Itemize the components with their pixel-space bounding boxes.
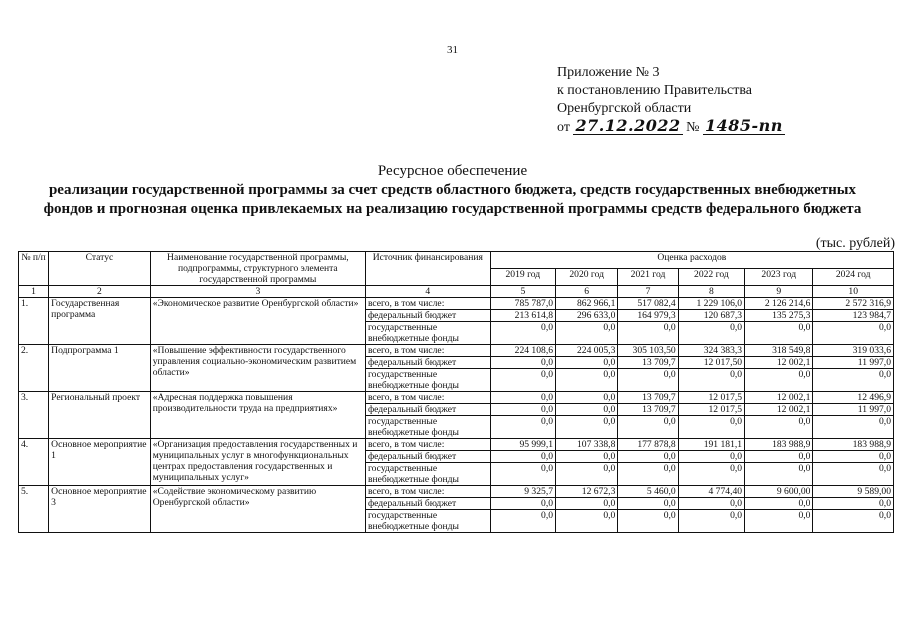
expense-value: 296 633,0 [556, 310, 618, 322]
expense-value: 0,0 [678, 463, 744, 486]
expense-value: 183 988,9 [745, 439, 813, 451]
expense-value: 0,0 [490, 451, 555, 463]
expense-value: 107 338,8 [556, 439, 618, 451]
expense-value: 120 687,3 [678, 310, 744, 322]
resource-table [18, 251, 894, 533]
expense-value: 1 229 106,0 [678, 298, 744, 310]
row-status: Региональный проект [49, 392, 151, 439]
column-number: 5 [490, 286, 555, 298]
appendix-line-2: к постановлению Правительства [557, 83, 753, 98]
expense-value: 0,0 [556, 498, 618, 510]
expense-value: 0,0 [618, 463, 678, 486]
expense-value: 0,0 [745, 416, 813, 439]
appendix-date-line [557, 118, 785, 137]
number-sign: № [686, 120, 700, 135]
header-num: № п/п [19, 252, 49, 286]
expense-value: 0,0 [556, 416, 618, 439]
expense-value: 224 005,3 [556, 345, 618, 357]
expense-value: 5 460,0 [618, 486, 678, 498]
expense-value: 0,0 [618, 369, 678, 392]
header-estimate: Оценка расходов [490, 252, 893, 269]
row-number: 3. [19, 392, 49, 439]
expense-value: 324 383,3 [678, 345, 744, 357]
table-row [19, 439, 894, 451]
expense-value: 0,0 [813, 498, 894, 510]
header-source: Источник финансирования [365, 252, 490, 286]
expense-value: 0,0 [813, 416, 894, 439]
expense-value: 12 002,1 [745, 404, 813, 416]
appendix-line-3: Оренбургской области [557, 101, 692, 116]
expense-value: 0,0 [678, 498, 744, 510]
table-row [19, 486, 894, 498]
document-title [0, 162, 905, 219]
expense-value: 0,0 [813, 451, 894, 463]
expense-value: 0,0 [618, 451, 678, 463]
header-year: 2022 год [678, 269, 744, 286]
expense-value: 0,0 [745, 451, 813, 463]
row-status: Подпрограмма 1 [49, 345, 151, 392]
column-number: 1 [19, 286, 49, 298]
expense-value: 9 600,00 [745, 486, 813, 498]
header-year: 2021 год [618, 269, 678, 286]
header-year: 2020 год [556, 269, 618, 286]
expense-value: 0,0 [618, 416, 678, 439]
expense-value: 13 709,7 [618, 357, 678, 369]
expense-value: 0,0 [745, 498, 813, 510]
funding-source: всего, в том числе: [365, 486, 490, 498]
expense-value: 0,0 [678, 510, 744, 533]
funding-source: государственные внебюджетные фонды [365, 510, 490, 533]
expense-value: 4 774,40 [678, 486, 744, 498]
expense-value: 12 017,50 [678, 357, 744, 369]
funding-source: всего, в том числе: [365, 345, 490, 357]
expense-value: 318 549,8 [745, 345, 813, 357]
funding-source: государственные внебюджетные фонды [365, 416, 490, 439]
expense-value: 0,0 [556, 369, 618, 392]
funding-source: федеральный бюджет [365, 404, 490, 416]
expense-value: 11 997,0 [813, 404, 894, 416]
table-row [19, 345, 894, 357]
column-number: 8 [678, 286, 744, 298]
funding-source: всего, в том числе: [365, 439, 490, 451]
funding-source: федеральный бюджет [365, 357, 490, 369]
expense-value: 95 999,1 [490, 439, 555, 451]
header-status: Статус [49, 252, 151, 286]
funding-source: всего, в том числе: [365, 298, 490, 310]
expense-value: 0,0 [556, 510, 618, 533]
column-number: 10 [813, 286, 894, 298]
expense-value: 0,0 [678, 369, 744, 392]
expense-value: 177 878,8 [618, 439, 678, 451]
expense-value: 183 988,9 [813, 439, 894, 451]
expense-value: 0,0 [678, 416, 744, 439]
expense-value: 13 709,7 [618, 392, 678, 404]
expense-value: 191 181,1 [678, 439, 744, 451]
funding-source: федеральный бюджет [365, 451, 490, 463]
expense-value: 12 017,5 [678, 392, 744, 404]
header-year: 2023 год [745, 269, 813, 286]
expense-value: 2 126 214,6 [745, 298, 813, 310]
expense-value: 12 496,9 [813, 392, 894, 404]
expense-value: 0,0 [556, 404, 618, 416]
expense-value: 0,0 [490, 404, 555, 416]
expense-value: 0,0 [618, 510, 678, 533]
units-label: (тыс. рублей) [815, 236, 895, 251]
expense-value: 0,0 [745, 322, 813, 345]
column-number: 9 [745, 286, 813, 298]
expense-value: 0,0 [556, 463, 618, 486]
expense-value: 12 017,5 [678, 404, 744, 416]
header-year: 2019 год [490, 269, 555, 286]
expense-value: 0,0 [745, 510, 813, 533]
expense-value: 213 614,8 [490, 310, 555, 322]
row-program-name: «Экономическое развитие Оренбургской области» [150, 298, 365, 345]
expense-value: 305 103,50 [618, 345, 678, 357]
expense-value: 0,0 [556, 451, 618, 463]
expense-value: 0,0 [813, 510, 894, 533]
expense-value: 9 325,7 [490, 486, 555, 498]
expense-value: 0,0 [490, 357, 555, 369]
expense-value: 0,0 [618, 322, 678, 345]
expense-value: 0,0 [678, 322, 744, 345]
row-program-name: «Повышение эффективности государственного управления социально-экономическим развитием области» [150, 345, 365, 392]
expense-value: 9 589,00 [813, 486, 894, 498]
title-line-2: реализации государственной программы за счет средств областного бюджета, средств государственных внебюджетных [48, 182, 857, 198]
expense-value: 12 672,3 [556, 486, 618, 498]
row-status: Государственная программа [49, 298, 151, 345]
appendix-block [557, 64, 785, 137]
table-row [19, 392, 894, 404]
expense-value: 164 979,3 [618, 310, 678, 322]
column-number: 3 [150, 286, 365, 298]
expense-value: 0,0 [490, 369, 555, 392]
appendix-from: от [557, 120, 570, 135]
expense-value: 0,0 [745, 463, 813, 486]
column-number: 4 [365, 286, 490, 298]
row-number: 1. [19, 298, 49, 345]
row-program-name: «Адресная поддержка повышения производительности труда на предприятиях» [150, 392, 365, 439]
expense-value: 862 966,1 [556, 298, 618, 310]
expense-value: 12 002,1 [745, 357, 813, 369]
title-line-1: Ресурсное обеспечение [377, 163, 528, 179]
expense-value: 2 572 316,9 [813, 298, 894, 310]
expense-value: 0,0 [556, 357, 618, 369]
title-line-3: фондов и прогнозная оценка привлекаемых на реализацию государственной программы средств федерального бюджета [43, 201, 862, 217]
handwritten-date: 27.12.2022 [575, 116, 681, 135]
column-number: 7 [618, 286, 678, 298]
expense-value: 0,0 [745, 369, 813, 392]
expense-value: 11 997,0 [813, 357, 894, 369]
expense-value: 13 709,7 [618, 404, 678, 416]
expense-value: 785 787,0 [490, 298, 555, 310]
expense-value: 0,0 [618, 498, 678, 510]
funding-source: государственные внебюджетные фонды [365, 322, 490, 345]
funding-source: федеральный бюджет [365, 310, 490, 322]
funding-source: государственные внебюджетные фонды [365, 463, 490, 486]
expense-value: 0,0 [490, 392, 555, 404]
expense-value: 224 108,6 [490, 345, 555, 357]
row-program-name: «Организация предоставления государственных и муниципальных услуг в многофункциональных центрах предоставления государственных и муниципальных услуг» [150, 439, 365, 486]
row-number: 4. [19, 439, 49, 486]
column-number: 2 [49, 286, 151, 298]
expense-value: 123 984,7 [813, 310, 894, 322]
handwritten-number: 1485-пп [705, 116, 783, 135]
expense-value: 0,0 [813, 463, 894, 486]
expense-value: 0,0 [490, 322, 555, 345]
expense-value: 0,0 [490, 463, 555, 486]
row-number: 2. [19, 345, 49, 392]
expense-value: 0,0 [556, 322, 618, 345]
expense-value: 0,0 [490, 416, 555, 439]
expense-value: 135 275,3 [745, 310, 813, 322]
expense-value: 517 082,4 [618, 298, 678, 310]
page-number: 31 [447, 44, 458, 56]
funding-source: государственные внебюджетные фонды [365, 369, 490, 392]
expense-value: 12 002,1 [745, 392, 813, 404]
expense-value: 319 033,6 [813, 345, 894, 357]
row-number: 5. [19, 486, 49, 533]
table-row [19, 298, 894, 310]
expense-value: 0,0 [490, 510, 555, 533]
expense-value: 0,0 [813, 369, 894, 392]
column-number: 6 [556, 286, 618, 298]
header-name: Наименование государственной программы, подпрограммы, структурного элемента государственной программы [150, 252, 365, 286]
row-program-name: «Содействие экономическому развитию Оренбургской области» [150, 486, 365, 533]
funding-source: федеральный бюджет [365, 498, 490, 510]
column-numbers-row [19, 286, 894, 298]
expense-value: 0,0 [490, 498, 555, 510]
header-year: 2024 год [813, 269, 894, 286]
row-status: Основное мероприятие 3 [49, 486, 151, 533]
appendix-line-1: Приложение № 3 [557, 65, 660, 80]
expense-value: 0,0 [678, 451, 744, 463]
expense-value: 0,0 [813, 322, 894, 345]
header-row [19, 252, 894, 269]
row-status: Основное мероприятие 1 [49, 439, 151, 486]
funding-source: всего, в том числе: [365, 392, 490, 404]
expense-value: 0,0 [556, 392, 618, 404]
